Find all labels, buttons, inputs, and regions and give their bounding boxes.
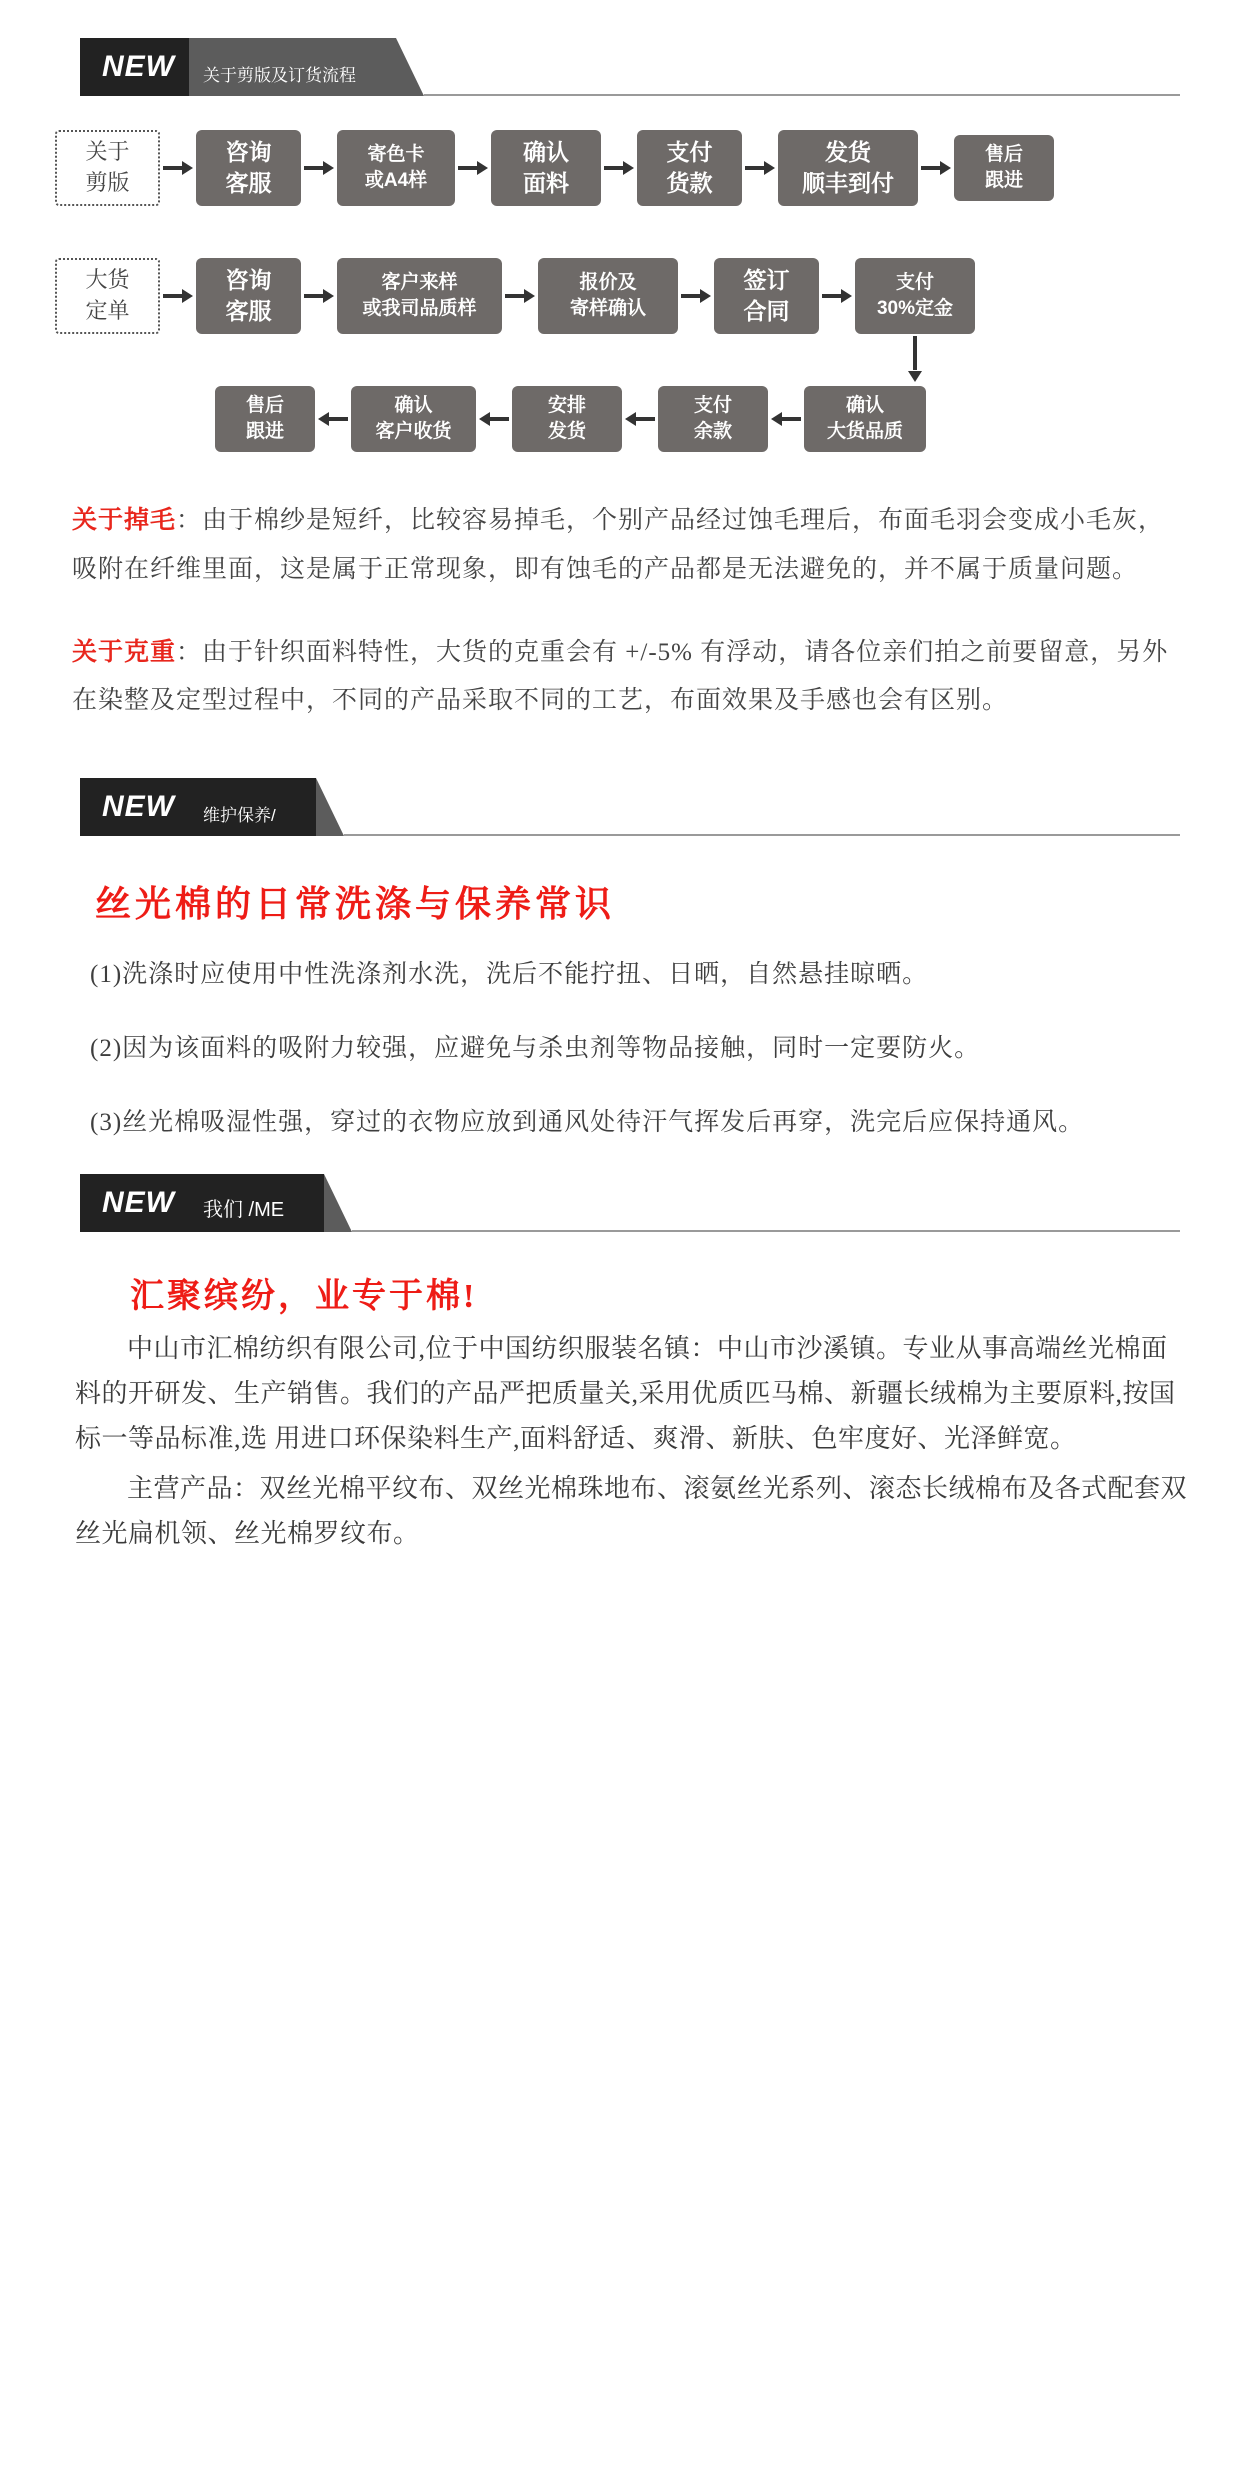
flow-node [351, 386, 476, 452]
arrow-right-icon [745, 159, 775, 177]
arrow-right-icon [163, 159, 193, 177]
list-item: (3)丝光棉吸湿性强，穿过的衣物应放到通风处待汗气挥发后再穿，洗完后应保持通风。 [90, 1108, 1085, 1136]
arrow-right-icon [604, 159, 634, 177]
note-title: 关于克重 [72, 638, 177, 666]
note-title: 关于掉毛 [72, 507, 177, 534]
flow-start-node [55, 258, 160, 334]
care-heading: 丝光棉的日常洗涤与保养常识 [95, 884, 616, 924]
node-line-2: 余款 [693, 421, 732, 442]
flow-node [215, 386, 315, 452]
flowchart [0, 96, 1240, 452]
list-item: (2)因为该面料的吸附力较强，应避免与杀虫剂等物品接触，同时一定要防火。 [90, 1034, 981, 1062]
node-line-1: 咨询 [225, 266, 272, 293]
node-line-2: 寄样确认 [569, 298, 646, 319]
node-line-2: 客服 [225, 298, 272, 324]
node-line-2: 客户收货 [375, 421, 452, 442]
banner-subtitle: 关于剪版及订货流程 [189, 38, 396, 96]
note-body: 由于棉纱是短纤，比较容易掉毛，个别产品经过蚀毛理后，布面毛羽会变成小毛灰，吸附在纤维里面，这是属于正常现象，即有蚀毛的产品都是无法避免的，并不属于质量问题。 [72, 507, 1165, 583]
flow-node [714, 258, 819, 334]
flow-node [954, 135, 1054, 201]
about-body [75, 1327, 1190, 1557]
node-line-1: 寄色卡 [367, 144, 425, 166]
arrow-right-icon [822, 287, 852, 305]
node-line-1: 大货 [85, 267, 130, 293]
flow-node [337, 130, 455, 206]
arrow-right-icon [304, 287, 334, 305]
note-separator: ： [176, 507, 203, 534]
flow-node [337, 258, 502, 334]
arrow-right-icon [505, 287, 535, 305]
about-paragraph: 中山市汇棉纺织有限公司,位于中国纺织服装名镇：中山市沙溪镇。专业从事高端丝光棉面料的开研发、生产销售。我们的产品严把质量关,采用优质匹马棉、新疆长绒棉为主要原料,按国标一等品标准,选 用进口环保染料生产,面料舒适、爽滑、新肤、色牢度好、光泽鲜宽。 [75, 1334, 1176, 1453]
node-line-2: 大货品质 [826, 421, 903, 442]
note-separator: ： [176, 638, 203, 666]
list-item: (1)洗涤时应使用中性洗涤剂水洗，洗后不能拧扭、日晒，自然悬挂晾晒。 [90, 961, 929, 988]
flow-row-1 [55, 130, 1180, 206]
flow-node [196, 258, 301, 334]
node-line-2: 或我司品质样 [362, 298, 477, 319]
flow-node [538, 258, 678, 334]
node-line-1: 支付 [693, 395, 732, 417]
node-line-1: 报价及 [579, 272, 637, 294]
node-line-2: 跟进 [245, 421, 284, 442]
flow-start-node [55, 130, 160, 206]
node-line-2: 30%定金 [876, 298, 954, 319]
flow-row-3 [215, 386, 1180, 452]
node-line-1: 支付 [666, 138, 713, 165]
care-list [90, 953, 1175, 1144]
banner-rule [424, 93, 1180, 96]
node-line-2: 面料 [523, 170, 569, 196]
flow-node [658, 386, 768, 452]
page-root [0, 38, 1240, 2475]
arrow-left-icon [771, 410, 801, 428]
node-line-1: 客户来样 [381, 272, 458, 294]
note-weight [72, 629, 1170, 727]
flow-node [637, 130, 742, 206]
node-line-1: 售后 [245, 395, 284, 417]
arrow-right-icon [921, 159, 951, 177]
flow-node [512, 386, 622, 452]
arrow-right-icon [304, 159, 334, 177]
flow-node [778, 130, 918, 206]
flow-node [491, 130, 601, 206]
banner-subtitle: 维护保养/ [189, 778, 316, 836]
flow-row-2 [55, 258, 1180, 334]
arrow-left-icon [318, 410, 348, 428]
flow-node [804, 386, 926, 452]
section-banner-care [80, 778, 1240, 836]
node-line-2: 货款 [666, 170, 713, 196]
arrow-right-icon [458, 159, 488, 177]
node-line-2: 合同 [743, 298, 790, 324]
flow-node [855, 258, 975, 334]
arrow-right-icon [163, 287, 193, 305]
arrow-left-icon [479, 410, 509, 428]
banner-rule [344, 833, 1180, 836]
banner-subtitle: 我们 /ME [189, 1174, 324, 1232]
node-line-2: 定单 [85, 298, 130, 323]
section-banner-process [80, 38, 1240, 96]
node-line-1: 确认 [845, 395, 884, 417]
banner-tag: NEW [80, 38, 189, 96]
node-line-1: 关于 [85, 139, 130, 165]
arrow-left-icon [625, 410, 655, 428]
arrow-right-icon [681, 287, 711, 305]
node-line-2: 或A4样 [364, 170, 428, 191]
note-shedding [72, 497, 1170, 595]
node-line-2: 发货 [547, 421, 586, 442]
node-line-1: 签订 [743, 266, 790, 293]
banner-rule [352, 1229, 1180, 1232]
node-line-2: 客服 [225, 170, 272, 196]
section-banner-about [80, 1174, 1240, 1232]
node-line-2: 跟进 [984, 170, 1023, 191]
banner-tag: NEW [80, 1174, 189, 1232]
node-line-1: 安排 [547, 395, 586, 417]
node-line-1: 咨询 [225, 138, 272, 165]
node-line-2: 顺丰到付 [802, 170, 894, 196]
node-line-1: 确认 [523, 138, 569, 165]
node-line-2: 剪版 [85, 170, 130, 195]
note-body: 由于针织面料特性，大货的克重会有 +/-5% 有浮动，请各位亲们拍之前要留意，另外在染整及定型过程中，不同的产品采取不同的工艺，布面效果及手感也会有区别。 [72, 638, 1169, 715]
node-line-1: 发货 [825, 138, 871, 165]
about-paragraph: 主营产品：双丝光棉平纹布、双丝光棉珠地布、滚氨丝光系列、滚态长绒棉布及各式配套双丝光扁机领、丝光棉罗纹布。 [75, 1474, 1188, 1549]
flow-node [196, 130, 301, 206]
node-line-1: 售后 [984, 144, 1023, 166]
node-line-1: 支付 [895, 272, 934, 294]
arrow-down-icon [906, 336, 924, 382]
node-line-1: 确认 [394, 395, 433, 417]
about-heading: 汇聚缤纷，业专于棉! [130, 1278, 478, 1316]
banner-tag: NEW [80, 778, 189, 836]
